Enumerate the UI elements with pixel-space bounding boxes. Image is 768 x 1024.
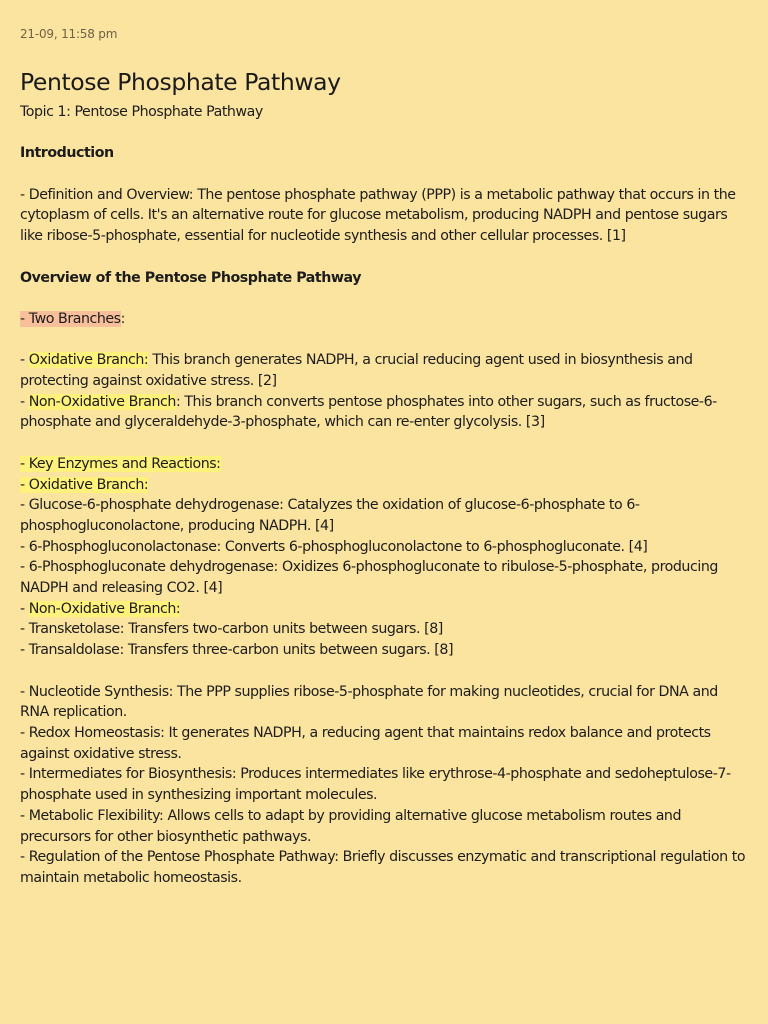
- non-oxidative-branch-text: : This branch converts pentose phosphates into other sugars, such as fructose-6-phosphate and glyceraldehyde-3-phosphate, which can re-enter glycolysis. [3]: [20, 393, 717, 431]
- blank-line: [20, 661, 748, 682]
- list-item: - Metabolic Flexibility: Allows cells to adapt by providing alternative glucose metabolism routes and precursors for other biosynthetic pathways.: [20, 807, 682, 845]
- topic-line: Topic 1: Pentose Phosphate Pathway: [20, 104, 263, 120]
- yellow-highlight: - Key Enzymes and Reactions:: [20, 455, 221, 472]
- non-oxidative-branch-paragraph: [20, 392, 748, 433]
- list-item: - 6-Phosphogluconate dehydrogenase: Oxidizes 6-phosphogluconate to ribulose-5-phosphate, producing NADPH and releasing CO2. [4]: [20, 559, 718, 597]
- yellow-highlight: Non-Oxidative Branch: [28, 393, 176, 410]
- list-item: - Intermediates for Biosynthesis: Produces intermediates like erythrose-4-phosphate and sedoheptulose-7-phosphate used in synthesizing important molecules.: [20, 766, 731, 804]
- blank-line: [20, 164, 748, 185]
- yellow-highlight: Oxidative Branch:: [28, 352, 149, 369]
- oxidative-label: Oxidative Branch:: [28, 476, 149, 493]
- blank-line: [20, 247, 748, 268]
- oxidative-branch-text: This branch generates NADPH, a crucial reducing agent used in biosynthesis and protecting against oxidative stress. [2]: [20, 352, 693, 390]
- list-item: - Transaldolase: Transfers three-carbon units between sugars. [8]: [20, 642, 454, 659]
- orange-highlight: - Two Branches: [20, 310, 121, 327]
- non-oxidative-subheading: [20, 599, 748, 620]
- blank-line: [20, 123, 748, 144]
- yellow-highlight: Non-Oxidative Branch:: [28, 600, 181, 617]
- introduction-heading: Introduction: [20, 145, 114, 162]
- oxidative-branch-paragraph: [20, 350, 748, 391]
- list-item: - Transketolase: Transfers two-carbon units between sugars. [8]: [20, 621, 443, 638]
- key-enzymes-line: [20, 454, 748, 475]
- dash: -: [20, 600, 29, 617]
- oxidative-subheading: [20, 475, 748, 496]
- two-branches-suffix: :: [120, 310, 125, 327]
- blank-line: [20, 288, 748, 309]
- note-title[interactable]: Pentose Phosphate Pathway: [20, 68, 341, 96]
- yellow-highlight: [20, 477, 148, 493]
- two-branches-line: [20, 309, 748, 330]
- list-item: - 6-Phosphogluconolactonase: Converts 6-phosphogluconolactone to 6-phosphogluconate. [4]: [20, 538, 648, 555]
- overview-heading: Overview of the Pentose Phosphate Pathway: [20, 269, 362, 286]
- list-item: - Redox Homeostasis: It generates NADPH, a reducing agent that maintains redox balance and protects against oxidative stress.: [20, 724, 711, 762]
- note-timestamp: 21-09, 11:58 pm: [20, 27, 118, 41]
- list-item: - Regulation of the Pentose Phosphate Pathway: Briefly discusses enzymatic and transcriptional regulation to maintain metabolic homeostasis.: [20, 849, 746, 886]
- dash: -: [20, 393, 29, 410]
- dash: -: [20, 476, 29, 493]
- definition-paragraph: - Definition and Overview: The pentose phosphate pathway (PPP) is a metabolic pathway that occurs in the cytoplasm of cells. It's an alternative route for glucose metabolism, producing NADPH and pentose sugars like ribose-5-phosphate, essential for nucleotide synthesis and other cellular processes. [1]: [20, 186, 736, 245]
- list-item: - Nucleotide Synthesis: The PPP supplies ribose-5-phosphate for making nucleotides, crucial for DNA and RNA replication.: [20, 683, 718, 721]
- blank-line: [20, 433, 748, 454]
- blank-line: [20, 330, 748, 351]
- dash: -: [20, 352, 29, 369]
- list-item: - Glucose-6-phosphate dehydrogenase: Catalyzes the oxidation of glucose-6-phosphate to 6-phosphogluconolactone, producing NADPH. [4]: [20, 497, 640, 534]
- note-body[interactable]: [20, 102, 748, 889]
